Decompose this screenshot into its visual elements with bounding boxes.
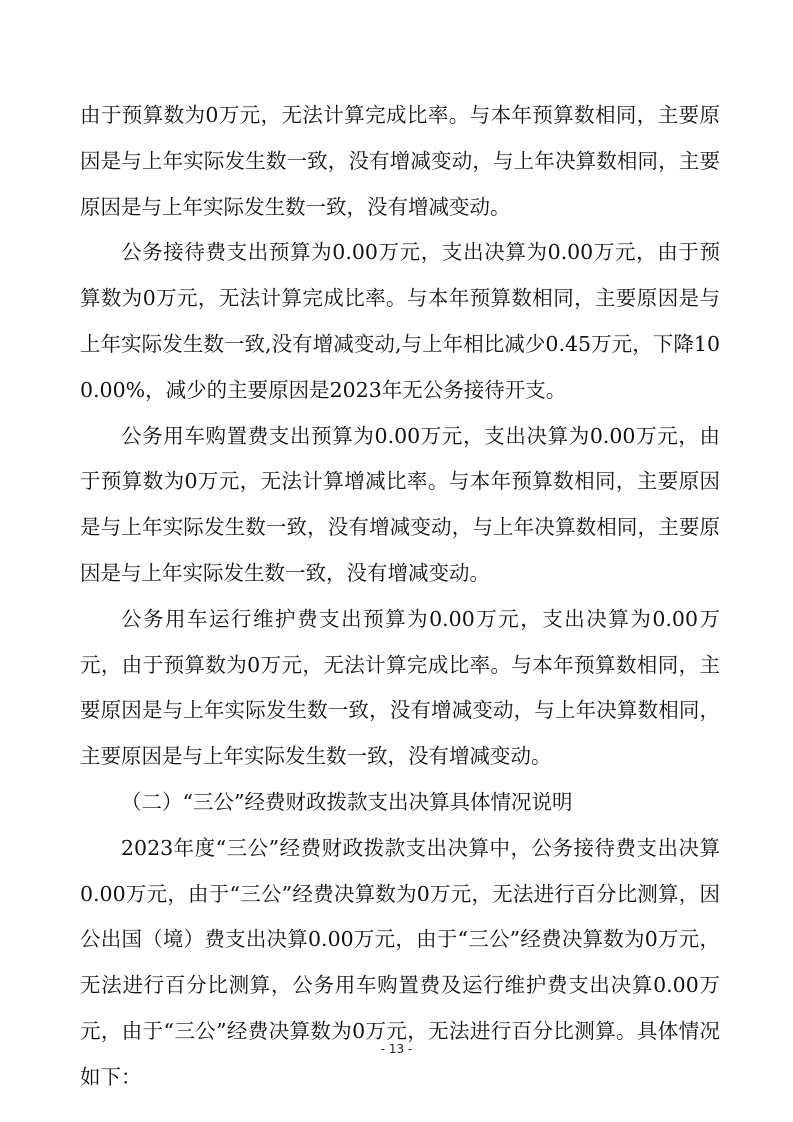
paragraph-vehicle-purchase: 公务用车购置费支出预算为0.00万元，支出决算为0.00万元，由于预算数为0万元，无法计算增减比率。与本年预算数相同，主要原因是与上年实际发生数一致，没有增减变动，与上年决算数相同，主要原因是与上年实际发生数一致，没有增减变动。 xyxy=(80,423,720,585)
paragraph-summary: 2023年度“三公”经费财政拨款支出决算中，公务接待费支出决算0.00万元，由于“三公”经费决算数为0万元，无法进行百分比测算，因公出国（境）费支出决算0.00万元，由于“三公”经费决算数为0万元，无法进行百分比测算，公务用车购置费及运行维护费支出决算0.00万元，由于“三公”经费决算数为0万元，无法进行百分比测算。具体情况如下： xyxy=(80,835,720,1089)
paragraph-reception-expense: 公务接待费支出预算为0.00万元，支出决算为0.00万元，由于预算数为0万元，无法计算完成比率。与本年预算数相同，主要原因是与上年实际发生数一致,没有增减变动,与上年相比减少0.45万元，下降100.00%，减少的主要原因是2023年无公务接待开支。 xyxy=(80,240,720,402)
document-body xyxy=(80,93,720,1101)
page-number: - 13 - xyxy=(380,1042,413,1056)
section-heading: （二）“三公”经费财政拨款支出决算具体情况说明 xyxy=(121,789,573,814)
paragraph-vehicle-operation: 公务用车运行维护费支出预算为0.00万元，支出决算为0.00万元，由于预算数为0万元，无法计算完成比率。与本年预算数相同，主要原因是与上年实际发生数一致，没有增减变动，与上年决算数相同，主要原因是与上年实际发生数一致，没有增减变动。 xyxy=(80,606,720,769)
paragraph-continuation: 由于预算数为0万元，无法计算完成比率。与本年预算数相同，主要原因是与上年实际发生数一致，没有增减变动，与上年决算数相同，主要原因是与上年实际发生数一致，没有增减变动。 xyxy=(80,103,720,219)
